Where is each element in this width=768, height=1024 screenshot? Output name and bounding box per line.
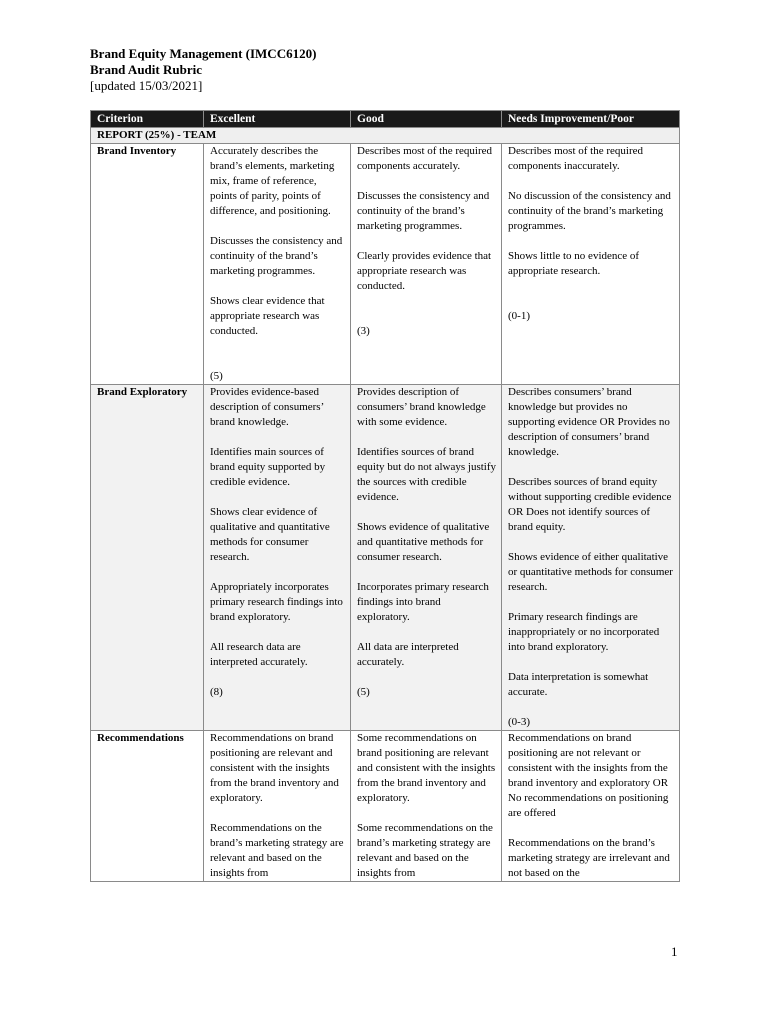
descriptor-text: Describes most of the required components accurately. (357, 145, 493, 172)
descriptor-text: All research data are interpreted accurately. (210, 641, 308, 668)
score-label: (5) (357, 686, 370, 698)
descriptor-text: Data interpretation is somewhat accurate. (508, 671, 649, 698)
poor-cell (502, 731, 680, 882)
poor-cell (502, 385, 680, 731)
descriptor-text: Some recommendations on the brand’s marketing strategy are relevant and based on the insights from (357, 822, 493, 879)
criterion-cell: Recommendations (91, 731, 204, 882)
score-label: (5) (210, 370, 223, 382)
page-number: 1 (671, 944, 678, 959)
document-title: Brand Equity Management (IMCC6120) (90, 46, 317, 61)
descriptor-text: Identifies main sources of brand equity supported by credible evidence. (210, 446, 326, 488)
criterion-cell: Brand Inventory (91, 144, 204, 385)
poor-cell (502, 144, 680, 385)
descriptor-text: Describes consumers’ brand knowledge but provides no supporting evidence OR Provides no description of consumers’ brand knowledge. (508, 386, 670, 458)
score-label: (8) (210, 686, 223, 698)
descriptor-text: Discusses the consistency and continuity of the brand’s marketing programmes. (357, 190, 490, 232)
descriptor-text: No discussion of the consistency and continuity of the brand’s marketing programmes. (508, 190, 671, 232)
updated-date: [updated 15/03/2021] (90, 78, 203, 93)
good-cell (351, 385, 502, 731)
descriptor-text: Shows little to no evidence of appropriate research. (508, 250, 640, 277)
descriptor-text: Provides description of consumers’ brand knowledge with some evidence. (357, 386, 486, 428)
column-header-poor: Needs Improvement/Poor (502, 111, 680, 128)
descriptor-text: Recommendations on brand positioning are relevant and consistent with the insights from the brand inventory and exploratory. (210, 732, 339, 804)
table-header-row (91, 111, 680, 128)
good-cell (351, 144, 502, 385)
criterion-cell: Brand Exploratory (91, 385, 204, 731)
descriptor-text: Shows evidence of qualitative and quantitative methods for consumer research. (357, 521, 490, 563)
table-row (91, 731, 680, 882)
document-subtitle: Brand Audit Rubric (90, 62, 202, 77)
descriptor-text: Clearly provides evidence that appropriate research was conducted. (357, 250, 492, 292)
descriptor-text: Identifies sources of brand equity but do not always justify the sources with credible evidence. (357, 446, 497, 503)
excellent-cell (204, 731, 351, 882)
descriptor-text: Shows clear evidence that appropriate research was conducted. (210, 295, 325, 337)
rubric-table (90, 110, 680, 882)
descriptor-text: Describes most of the required components inaccurately. (508, 145, 644, 172)
document-header (90, 46, 316, 94)
excellent-cell (204, 144, 351, 385)
descriptor-text: Recommendations on the brand’s marketing strategy are relevant and based on the insights from (210, 822, 344, 879)
descriptor-text: Shows clear evidence of qualitative and quantitative methods for consumer research. (210, 506, 330, 563)
descriptor-text: Describes sources of brand equity without supporting credible evidence OR Does not identify sources of brand equity. (508, 476, 672, 533)
descriptor-text: Shows evidence of either qualitative or quantitative methods for consumer research. (508, 551, 673, 593)
column-header-good: Good (351, 111, 502, 128)
descriptor-text: All data are interpreted accurately. (357, 641, 459, 668)
section-row (91, 128, 680, 144)
good-cell (351, 731, 502, 882)
descriptor-text: Recommendations on brand positioning are not relevant or consistent with the insights from the brand inventory and exploratory OR No recommendations on positioning are offered (508, 732, 669, 819)
column-header-excellent: Excellent (204, 111, 351, 128)
descriptor-text: Provides evidence-based description of consumers’ brand knowledge. (210, 386, 324, 428)
descriptor-text: Primary research findings are inappropriately or no incorporated into brand exploratory. (508, 611, 660, 653)
descriptor-text: Accurately describes the brand’s elements, marketing mix, frame of reference, points of parity, points of difference, and positioning. (210, 145, 335, 217)
score-label: (3) (357, 325, 370, 337)
descriptor-text: Appropriately incorporates primary research findings into brand exploratory. (210, 581, 343, 623)
descriptor-text: Discusses the consistency and continuity of the brand’s marketing programmes. (210, 235, 343, 277)
column-header-criterion: Criterion (91, 111, 204, 128)
score-label: (0-1) (508, 310, 530, 322)
excellent-cell (204, 385, 351, 731)
section-label: REPORT (25%) - TEAM (91, 128, 680, 144)
score-label: (0-3) (508, 716, 530, 728)
descriptor-text: Incorporates primary research findings into brand exploratory. (357, 581, 489, 623)
descriptor-text: Some recommendations on brand positioning are relevant and consistent with the insights from the brand inventory and exploratory. (357, 732, 496, 804)
descriptor-text: Recommendations on the brand’s marketing strategy are irrelevant and not based on the (508, 837, 670, 879)
table-row (91, 144, 680, 385)
table-row (91, 385, 680, 731)
